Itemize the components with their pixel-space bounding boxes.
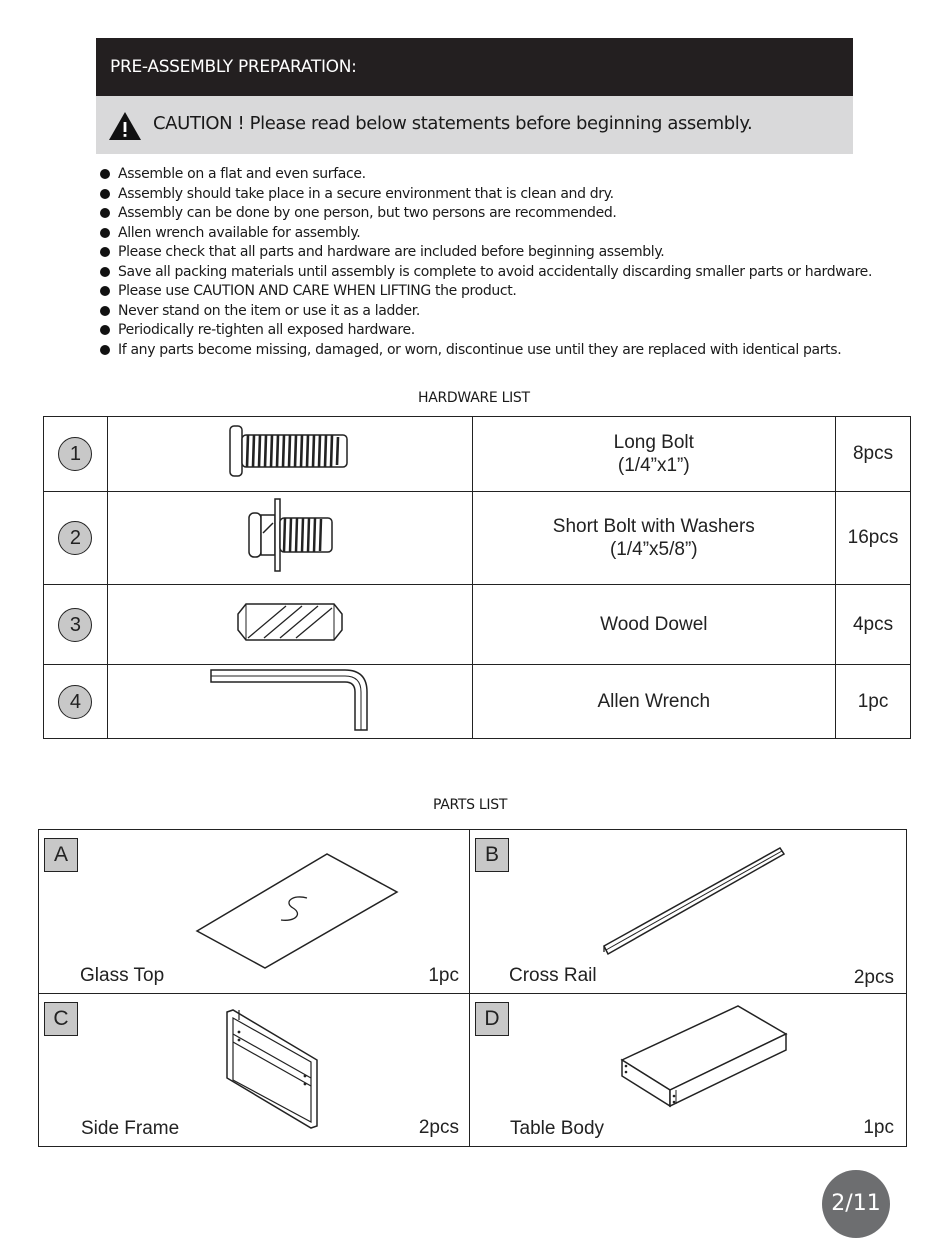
glass-top-icon: [189, 846, 409, 972]
list-item: Save all packing materials until assembly is complete to avoid accidentally discarding smaller parts or hardware.: [100, 263, 880, 283]
list-item: Never stand on the item or use it as a ladder.: [100, 302, 880, 322]
caution-text: CAUTION ! Please read below statements before beginning assembly.: [153, 113, 753, 134]
list-item: Assembly should take place in a secure environment that is clean and dry.: [100, 185, 880, 205]
allen-wrench-icon: [205, 666, 375, 732]
part-qty: 1pc: [863, 1117, 894, 1138]
list-item: Periodically re-tighten all exposed hardware.: [100, 321, 880, 341]
hardware-table: [43, 416, 911, 739]
hardware-number: 1: [58, 437, 92, 471]
part-name: Side Frame: [81, 1118, 180, 1139]
part-qty: 2pcs: [418, 1117, 459, 1138]
part-cell-d: [469, 993, 907, 1147]
hardware-qty: 8pcs: [836, 417, 911, 492]
page-number-badge: 2/11: [822, 1170, 890, 1238]
hardware-qty: 1pc: [836, 665, 911, 739]
part-cell-c: [38, 993, 470, 1147]
bullet-icon: [100, 286, 110, 296]
section-header: PRE-ASSEMBLY PREPARATION:: [96, 38, 853, 96]
hardware-size: (1/4”x5/8”): [609, 539, 698, 560]
list-item: Assembly can be done by one person, but two persons are recommended.: [100, 204, 880, 224]
bullet-icon: [100, 208, 110, 218]
part-name: Table Body: [510, 1118, 605, 1139]
table-row: [44, 665, 911, 739]
bullet-icon: [100, 267, 110, 277]
bullet-icon: [100, 189, 110, 199]
list-item: Please check that all parts and hardware are included before beginning assembly.: [100, 243, 880, 263]
hardware-qty: 16pcs: [836, 492, 911, 585]
list-item: Allen wrench available for assembly.: [100, 224, 880, 244]
table-body-icon: [616, 1004, 792, 1118]
part-cell-a: [38, 829, 470, 994]
hardware-size: (1/4”x1”): [617, 455, 690, 476]
wood-dowel-icon: [230, 600, 350, 644]
hardware-number: 2: [58, 521, 92, 555]
hardware-qty: 4pcs: [836, 585, 911, 665]
parts-list-title: PARTS LIST: [433, 797, 508, 813]
hardware-name: Allen Wrench: [597, 691, 711, 712]
hardware-list-title: HARDWARE LIST: [418, 390, 530, 406]
part-cell-b: [469, 829, 907, 994]
part-qty: 2pcs: [853, 967, 894, 988]
table-row: [44, 585, 911, 665]
hardware-number: 4: [58, 685, 92, 719]
bullet-icon: [100, 325, 110, 335]
list-item: If any parts become missing, damaged, or worn, discontinue use until they are replaced with identical parts.: [100, 341, 880, 361]
short-bolt-icon: [235, 493, 345, 577]
hardware-number: 3: [58, 608, 92, 642]
table-row: [44, 417, 911, 492]
hardware-name: Wood Dowel: [600, 614, 708, 635]
hardware-name: Long Bolt: [613, 432, 694, 453]
long-bolt-icon: [220, 421, 360, 481]
table-row: [44, 492, 911, 585]
part-name: Glass Top: [80, 965, 165, 986]
bullet-icon: [100, 345, 110, 355]
part-letter: C: [44, 1002, 78, 1036]
caution-banner: [96, 96, 853, 154]
part-letter: A: [44, 838, 78, 872]
cross-rail-icon: [598, 842, 788, 958]
hardware-name: Short Bolt with Washers: [552, 516, 755, 537]
list-item: Assemble on a flat and even surface.: [100, 165, 880, 185]
bullet-icon: [100, 247, 110, 257]
part-letter: D: [475, 1002, 509, 1036]
part-letter: B: [475, 838, 509, 872]
part-qty: 1pc: [428, 965, 459, 986]
bullet-icon: [100, 169, 110, 179]
bullet-icon: [100, 306, 110, 316]
side-frame-icon: [219, 1006, 329, 1132]
preparation-rules-list: [100, 165, 880, 360]
list-item: Please use CAUTION AND CARE WHEN LIFTING the product.: [100, 282, 880, 302]
bullet-icon: [100, 228, 110, 238]
warning-triangle-icon: [108, 111, 142, 141]
part-name: Cross Rail: [509, 965, 597, 986]
